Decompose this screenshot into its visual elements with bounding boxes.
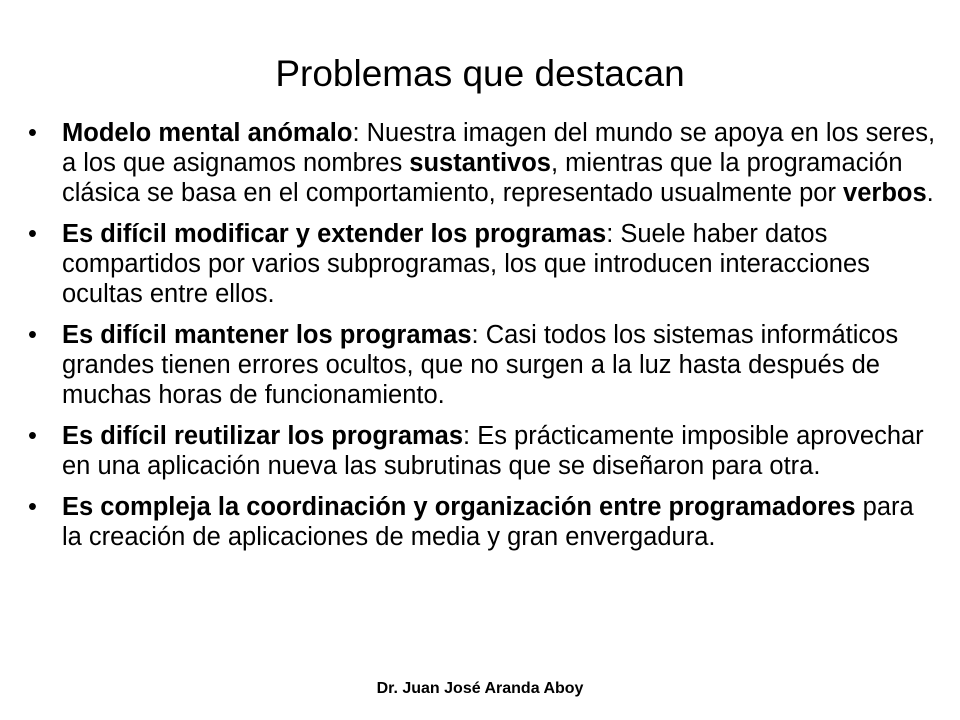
bullet-segment: : Es prácticamente imposible aprovechar en una aplicación nueva las subrutinas que se diseñaron para otra. bbox=[62, 422, 924, 480]
bullet-bold-segment: Es difícil modificar y extender los programas bbox=[62, 220, 607, 248]
bullet-bold-segment: Es compleja la coordinación y organización entre programadores bbox=[62, 493, 856, 521]
bullet-dot-icon: • bbox=[28, 493, 37, 521]
bullet-bold-segment: sustantivos bbox=[409, 149, 551, 177]
bullet-segment: . bbox=[926, 179, 934, 207]
bullet-bold-segment: Es difícil mantener los programas bbox=[62, 321, 472, 349]
bullet-text bbox=[62, 493, 914, 551]
bullet-text bbox=[62, 422, 924, 480]
bullet-item bbox=[22, 118, 940, 208]
bullet-item bbox=[22, 492, 940, 552]
bullet-segment: : Nuestra imagen del mundo se apoya en los seres, a los que asignamos nombres bbox=[62, 119, 936, 177]
bullet-bold-segment: Modelo mental anómalo bbox=[62, 119, 353, 147]
bullet-dot-icon: • bbox=[28, 119, 37, 147]
bullet-text bbox=[62, 321, 898, 409]
bullet-segment: , mientras que la programación clásica se basa en el comportamiento, representado usualmente por bbox=[62, 149, 903, 207]
bullet-dot-icon: • bbox=[28, 220, 37, 248]
bullet-item bbox=[22, 421, 940, 481]
bullet-list bbox=[22, 118, 940, 563]
bullet-segment: : Suele haber datos compartidos por varios subprogramas, los que introducen interacciones ocultas entre ellos. bbox=[62, 220, 870, 308]
slide-title: Problemas que destacan bbox=[275, 53, 685, 94]
bullet-bold-segment: Es difícil reutilizar los programas bbox=[62, 422, 464, 450]
bullet-segment: para la creación de aplicaciones de media y gran envergadura. bbox=[62, 493, 914, 551]
bullet-text bbox=[62, 119, 935, 207]
bullet-item bbox=[22, 219, 940, 309]
bullet-bold-segment: verbos bbox=[843, 179, 927, 207]
bullet-segment: : Casi todos los sistemas informáticos grandes tienen errores ocultos, que no surgen a la luz hasta después de muchas horas de funcionamiento. bbox=[62, 321, 899, 409]
slide-footer-author: Dr. Juan José Aranda Aboy bbox=[376, 680, 584, 697]
bullet-dot-icon: • bbox=[28, 321, 37, 349]
bullet-dot-icon: • bbox=[28, 422, 37, 450]
bullet-item bbox=[22, 320, 940, 410]
bullet-text bbox=[62, 220, 870, 308]
